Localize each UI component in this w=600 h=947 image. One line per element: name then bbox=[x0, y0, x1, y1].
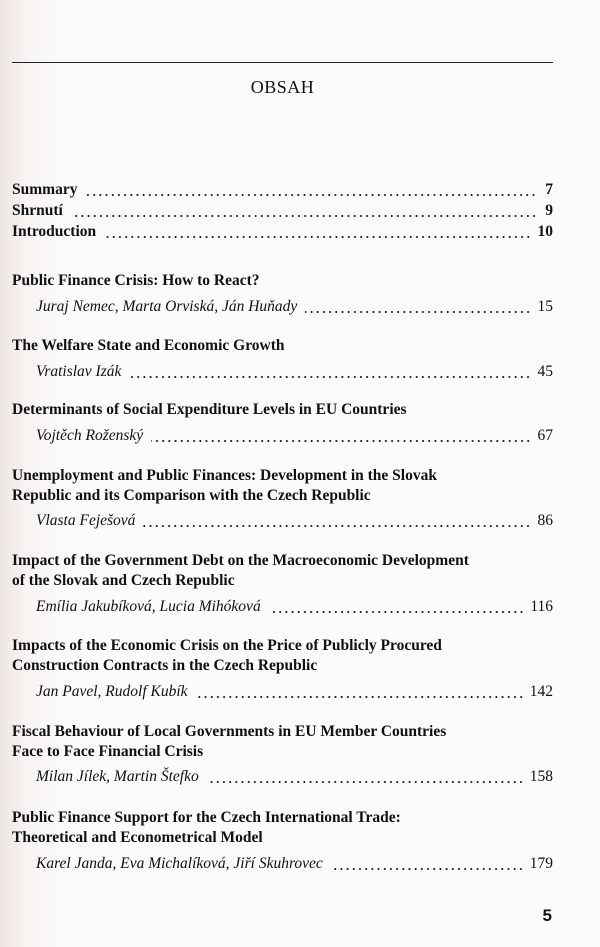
dot-leader bbox=[196, 695, 524, 699]
chapter-title[interactable]: Impact of the Government Debt on the Macroeconomic Development bbox=[12, 552, 469, 569]
toc-label: Introduction bbox=[12, 223, 97, 240]
toc-label: Shrnutí bbox=[12, 202, 63, 219]
chapter-authors: Karel Janda, Eva Michalíková, Jiří Skuhrovec bbox=[36, 855, 323, 872]
toc-page: 7 bbox=[545, 181, 553, 198]
chapter-page: 158 bbox=[529, 768, 553, 785]
page-title: OBSAH bbox=[250, 77, 315, 97]
chapter-title[interactable]: Face to Face Financial Crisis bbox=[12, 743, 204, 760]
toc-page: 10 bbox=[537, 223, 553, 240]
chapter-authors: Milan Jílek, Martin Štefko bbox=[36, 768, 199, 785]
toc-shrnuti[interactable] bbox=[12, 201, 553, 221]
chapter-authors-line[interactable] bbox=[36, 297, 553, 317]
chapter-title[interactable]: Fiscal Behaviour of Local Governments in EU Member Countries bbox=[12, 723, 447, 740]
chapter-page: 67 bbox=[537, 427, 553, 444]
chapter-authors-line[interactable] bbox=[36, 767, 553, 787]
chapter-authors-line[interactable] bbox=[36, 426, 553, 446]
chapter-authors: Jan Pavel, Rudolf Kubík bbox=[36, 683, 188, 700]
chapter-page: 15 bbox=[537, 298, 553, 315]
chapter-authors: Emília Jakubíková, Lucia Mihóková bbox=[36, 598, 261, 615]
dot-leader bbox=[104, 235, 531, 239]
chapter-authors: Vlasta Feješová bbox=[36, 512, 136, 529]
dot-leader bbox=[305, 310, 531, 314]
chapter-title[interactable]: Impacts of the Economic Crisis on the Price of Publicly Procured bbox=[12, 637, 442, 654]
chapter-page: 179 bbox=[529, 855, 553, 872]
chapter-page: 142 bbox=[529, 683, 553, 700]
chapter-title[interactable]: of the Slovak and Czech Republic bbox=[12, 572, 235, 589]
chapter-authors-line[interactable] bbox=[36, 854, 553, 874]
page-number: 5 bbox=[542, 906, 552, 925]
dot-leader bbox=[151, 439, 531, 443]
dot-leader bbox=[129, 375, 531, 379]
chapter-title[interactable]: Unemployment and Public Finances: Development in the Slovak bbox=[12, 467, 437, 484]
chapter-title[interactable]: Construction Contracts in the Czech Republic bbox=[12, 657, 318, 674]
dot-leader bbox=[143, 524, 531, 528]
top-rule bbox=[12, 62, 553, 63]
chapter-title[interactable]: Republic and its Comparison with the Czech Republic bbox=[12, 487, 371, 504]
chapter-title[interactable]: Theoretical and Econometrical Model bbox=[12, 829, 263, 846]
dot-leader bbox=[71, 214, 537, 218]
chapter-title[interactable]: Public Finance Crisis: How to React? bbox=[12, 272, 260, 289]
dot-leader bbox=[85, 193, 537, 197]
chapter-authors-line[interactable] bbox=[36, 511, 553, 531]
chapter-authors-line[interactable] bbox=[36, 682, 553, 702]
dot-leader bbox=[207, 780, 524, 784]
chapter-title[interactable]: Public Finance Support for the Czech International Trade: bbox=[12, 809, 401, 826]
chapter-page: 86 bbox=[537, 512, 553, 529]
chapter-title[interactable]: The Welfare State and Economic Growth bbox=[12, 337, 285, 354]
chapter-authors-line[interactable] bbox=[36, 597, 553, 617]
chapter-authors: Juraj Nemec, Marta Orviská, Ján Huňady bbox=[36, 298, 298, 315]
toc-summary[interactable] bbox=[12, 180, 553, 200]
chapter-title[interactable]: Determinants of Social Expenditure Levels in EU Countries bbox=[12, 401, 407, 418]
chapter-authors-line[interactable] bbox=[36, 362, 553, 382]
toc-page: 9 bbox=[545, 202, 553, 219]
toc-introduction[interactable] bbox=[12, 222, 553, 242]
chapter-authors: Vratislav Izák bbox=[36, 363, 122, 380]
chapter-page: 45 bbox=[537, 363, 553, 380]
chapter-page: 116 bbox=[530, 598, 553, 615]
dot-leader bbox=[269, 610, 525, 614]
chapter-authors: Vojtěch Roženský bbox=[36, 427, 144, 444]
toc-label: Summary bbox=[12, 181, 78, 198]
dot-leader bbox=[331, 867, 524, 871]
